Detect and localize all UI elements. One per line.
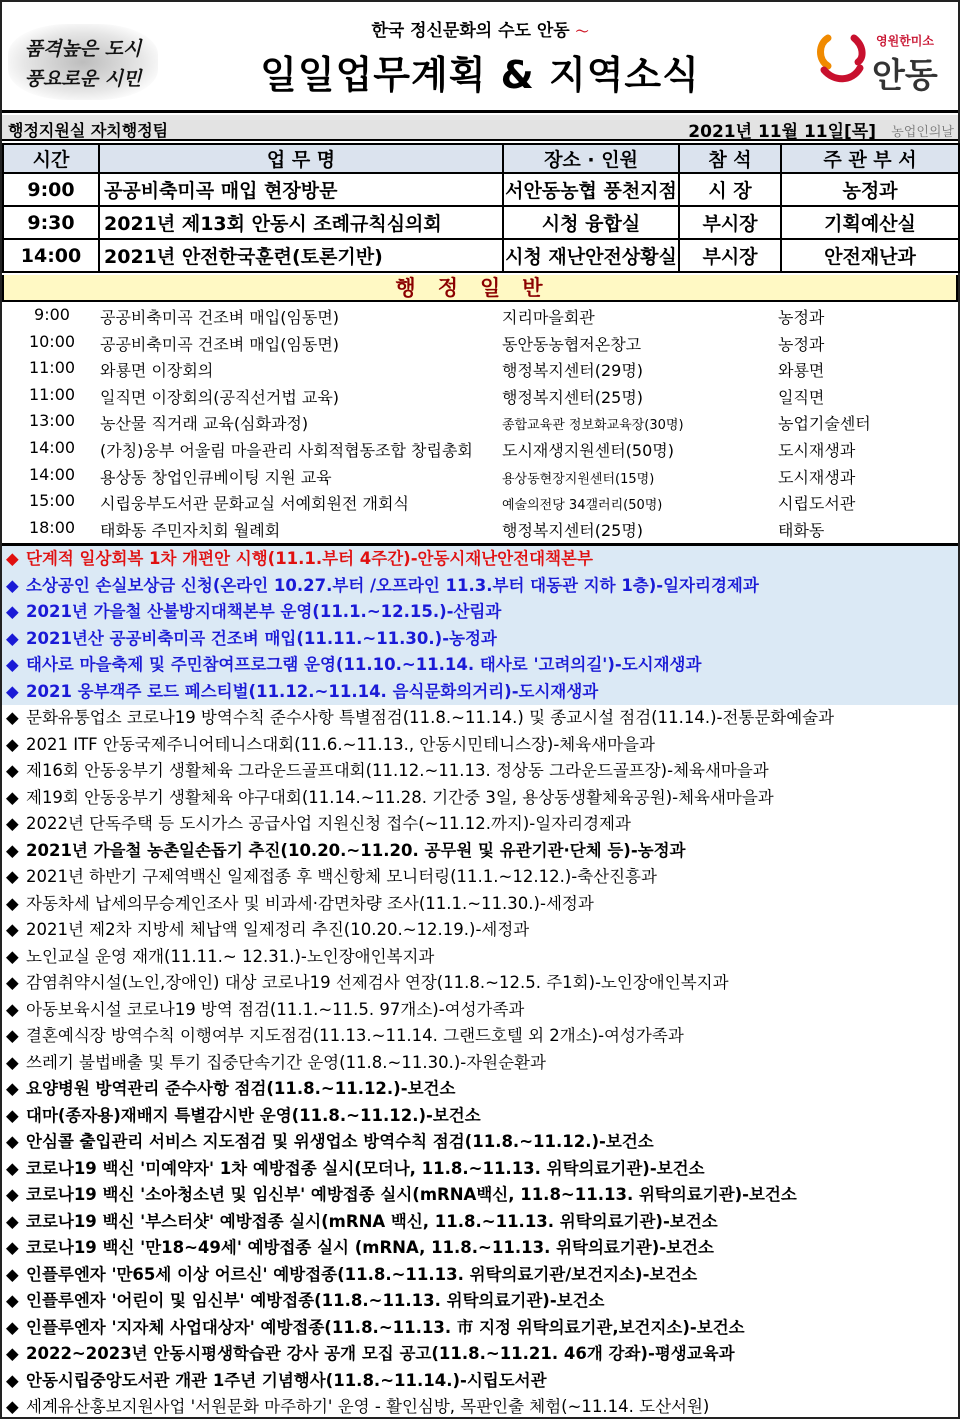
list-item — [2, 303, 958, 330]
item-name: 시립웅부도서관 문화교실 서예회원전 개회식 — [100, 494, 409, 514]
notice-item — [2, 1341, 958, 1368]
row-time: 9:30 — [3, 206, 99, 239]
item-name: 태화동 주민자치회 월례회 — [100, 520, 281, 540]
list-item — [2, 383, 958, 410]
day-name: 농업인의날 — [891, 125, 954, 140]
item-dept: 태화동 — [778, 520, 825, 540]
notice-text: 문화유통업소 코로나19 방역수칙 준수사항 특별점검(11.8.~11.14.) 및 종교시설 점검(11.14.)-전통문화예술과 — [26, 708, 835, 727]
notice-item — [2, 1023, 958, 1050]
row-attend: 부시장 — [679, 239, 781, 272]
table-row — [3, 173, 959, 206]
admin-list — [2, 303, 958, 542]
item-time: 14:00 — [28, 437, 76, 457]
admin-section-title: 행정일반 — [2, 275, 958, 302]
notice-text: 제16회 안동웅부기 생활체육 그라운드골프대회(11.12.~11.13. 정상동 그라운드골프장)-체육새마을과 — [26, 761, 769, 780]
page-title: 일일업무계획 & 지역소식 — [260, 53, 700, 97]
header-time: 시간 — [3, 144, 99, 173]
subtitle-text: 한국 정신문화의 수도 안동 — [371, 21, 570, 41]
diamond-bullet-icon: ◆ — [6, 840, 19, 860]
sub-header — [2, 115, 958, 141]
notice-item — [2, 997, 958, 1024]
list-item — [2, 436, 958, 463]
notice-item — [2, 758, 958, 785]
diamond-bullet-icon: ◆ — [6, 1185, 19, 1204]
notice-text: 2022년 단독주택 등 도시가스 공급사업 지원신청 접수(~11.12.까지)-일자리경제과 — [26, 814, 631, 833]
item-place: 행정복지센터(29명) — [502, 361, 644, 381]
item-dept: 도시재생과 — [778, 467, 856, 487]
item-dept: 일직면 — [778, 387, 825, 407]
row-dept: 기획예산실 — [781, 206, 959, 239]
diamond-bullet-icon: ◆ — [6, 867, 19, 886]
item-dept: 농정과 — [778, 308, 825, 327]
notice-text: 코로나19 백신 '미예약자' 1차 예방접종 실시(모더나, 11.8.~11.13. 위탁의료기관)-보건소 — [26, 1158, 705, 1178]
diamond-bullet-icon: ◆ — [6, 549, 19, 568]
list-item — [2, 489, 958, 516]
notice-text: 인플루엔자 '지자체 사업대상자' 예방접종(11.8.~11.13. 市 지정 위탁의료기관,보건지소)-보건소 — [26, 1317, 745, 1337]
schedule-header-row — [3, 144, 959, 173]
notice-text: 자동차세 납세의무승계인조사 및 비과세·감면차량 조사(11.1.~11.30.)-세정과 — [26, 893, 594, 913]
header-divider — [2, 110, 958, 113]
city-name: 안동 — [872, 56, 938, 96]
row-attend: 시 장 — [679, 173, 781, 206]
notice-text: 안동시립중앙도서관 개관 1주년 기념행사(11.8.~11.14.)-시립도서관 — [26, 1370, 547, 1390]
row-dept: 안전재난과 — [781, 239, 959, 272]
item-dept: 도시재생과 — [778, 440, 856, 460]
notice-item — [2, 864, 958, 891]
item-dept: 농업기술센터 — [778, 414, 871, 434]
notice-text: 2021년 하반기 구제역백신 일제접종 후 백신항체 모니터링(11.1.~12.12.)-축산진흥과 — [26, 867, 657, 886]
notice-item — [2, 1050, 958, 1077]
diamond-bullet-icon: ◆ — [6, 681, 19, 701]
notice-item — [2, 546, 958, 573]
item-time: 18:00 — [28, 517, 76, 537]
notice-item — [2, 838, 958, 865]
diamond-bullet-icon: ◆ — [6, 1211, 19, 1231]
notice-text: 안심콜 출입관리 서비스 지도점검 및 위생업소 방역수칙 점검(11.8.~11.12.)-보건소 — [26, 1132, 654, 1151]
diamond-bullet-icon: ◆ — [6, 1132, 19, 1151]
notice-text: 세계유산홍보지원사업 '서원문화 마주하기' 운영 - 활인심방, 목판인출 체험(~11.14. 도산서원) — [26, 1397, 710, 1416]
diamond-bullet-icon: ◆ — [6, 708, 19, 727]
notice-text: 2021년 가을철 산불방지대책본부 운영(11.1.~12.15.)-산림과 — [26, 602, 502, 621]
diamond-bullet-icon: ◆ — [6, 787, 19, 807]
diamond-bullet-icon: ◆ — [6, 1105, 19, 1125]
item-name: 일직면 이장회의(공직선거법 교육) — [100, 387, 340, 407]
row-dept: 농정과 — [781, 173, 959, 206]
diamond-bullet-icon: ◆ — [6, 920, 19, 939]
notice-item — [2, 1394, 958, 1419]
slogan-line-2: 풍요로운 시민 — [24, 68, 142, 90]
notice-item — [2, 1288, 958, 1315]
item-time: 10:00 — [28, 331, 76, 351]
notice-text: 코로나19 백신 '소아청소년 및 임신부' 예방접종 실시(mRNA백신, 11.8~11.13. 위탁의료기관)-보건소 — [26, 1185, 797, 1204]
notice-item — [2, 705, 958, 732]
header-dept: 주 관 부 서 — [781, 144, 959, 173]
notice-item — [2, 1076, 958, 1103]
row-place: 시청 재난안전상황실 — [503, 239, 679, 272]
row-attend: 부시장 — [679, 206, 781, 239]
notice-list — [2, 546, 958, 1419]
item-place: 종합교육관 정보화교육장(30명) — [502, 418, 684, 434]
diamond-bullet-icon: ◆ — [6, 893, 19, 913]
row-task: 공공비축미곡 매입 현장방문 — [99, 173, 503, 206]
item-place: 예술의전당 34갤러리(50명) — [502, 498, 663, 514]
diamond-bullet-icon: ◆ — [6, 1158, 19, 1178]
notice-item — [2, 1209, 958, 1236]
item-name: (가칭)웅부 어울림 마을관리 사회적협동조합 창립총회 — [100, 440, 473, 460]
notice-item — [2, 679, 958, 706]
header-task: 업 무 명 — [99, 144, 503, 173]
item-place: 동안동농협저온창고 — [502, 334, 642, 354]
list-item — [2, 330, 958, 357]
notice-text: 코로나19 백신 '만18~49세' 예방접종 실시 (mRNA, 11.8.~11.13. 위탁의료기관)-보건소 — [26, 1238, 714, 1257]
diamond-bullet-icon: ◆ — [6, 1291, 19, 1310]
diamond-bullet-icon: ◆ — [6, 1397, 19, 1416]
notice-item — [2, 917, 958, 944]
row-task: 2021년 제13회 안동시 조례규칙심의회 — [99, 206, 503, 239]
andong-smile-icon — [814, 30, 870, 86]
notice-item — [2, 1156, 958, 1183]
city-slogan: 영원한미소 — [876, 34, 934, 48]
diamond-bullet-icon: ◆ — [6, 1370, 19, 1390]
diamond-bullet-icon: ◆ — [6, 655, 19, 674]
list-item — [2, 516, 958, 543]
swirl-icon: 〜 — [575, 25, 589, 40]
notice-item — [2, 1235, 958, 1262]
row-place: 서안동농협 풍천지점 — [503, 173, 679, 206]
item-time: 15:00 — [28, 491, 76, 511]
notice-item — [2, 891, 958, 918]
notice-text: 노인교실 운영 재개(11.11.~ 12.31.)-노인장애인복지과 — [26, 946, 435, 966]
item-time: 9:00 — [34, 305, 70, 324]
item-name: 공공비축미곡 건조벼 매입(임동면) — [100, 308, 340, 327]
row-time: 14:00 — [3, 239, 99, 272]
notice-text: 태사로 마을축제 및 주민참여프로그램 운영(11.10.~11.14. 태사로 '고려의길')-도시재생과 — [26, 655, 702, 674]
item-name: 공공비축미곡 건조벼 매입(임동면) — [100, 334, 340, 354]
diamond-bullet-icon: ◆ — [6, 999, 19, 1019]
table-row — [3, 206, 959, 239]
diamond-bullet-icon: ◆ — [6, 1317, 19, 1337]
notice-text: 아동보육시설 코로나19 방역 점검(11.1.~11.5. 97개소)-여성가족과 — [26, 999, 525, 1019]
notice-item — [2, 1103, 958, 1130]
header-attend: 참 석 — [679, 144, 781, 173]
notice-item — [2, 944, 958, 971]
list-item — [2, 409, 958, 436]
diamond-bullet-icon: ◆ — [6, 1026, 19, 1045]
row-place: 시청 융합실 — [503, 206, 679, 239]
notice-item — [2, 811, 958, 838]
item-place: 행정복지센터(25명) — [502, 520, 644, 540]
diamond-bullet-icon: ◆ — [6, 1264, 19, 1284]
item-name: 농산물 직거래 교육(심화과정) — [100, 414, 309, 434]
diamond-bullet-icon: ◆ — [6, 1052, 19, 1072]
team-name: 행정지원실 자치행정팀 — [8, 121, 169, 140]
item-dept: 농정과 — [778, 334, 825, 354]
notice-text: 대마(종자용)재배지 특별감시반 운영(11.8.~11.12.)-보건소 — [26, 1105, 481, 1125]
notice-text: 감염취약시설(노인,장애인) 대상 코로나19 선제검사 연장(11.8.~12.5. 주1회)-노인장애인복지과 — [26, 973, 729, 992]
slogan-line-1: 품격높은 도시 — [24, 38, 142, 60]
notice-text: 소상공인 손실보상금 신청(온라인 10.27.부터 /오프라인 11.3.부터 대동관 지하 1층)-일자리경제과 — [26, 575, 759, 595]
notice-text: 인플루엔자 '어린이 및 임신부' 예방접종(11.8.~11.13. 위탁의료기관)-보건소 — [26, 1291, 605, 1310]
diamond-bullet-icon: ◆ — [6, 1344, 19, 1363]
notice-item — [2, 1262, 958, 1289]
notice-item — [2, 652, 958, 679]
notice-text: 인플루엔자 '만65세 이상 어르신' 예방접종(11.8.~11.13. 위탁의료기관/보건지소)-보건소 — [26, 1264, 698, 1284]
item-time: 13:00 — [28, 411, 76, 431]
notice-item — [2, 626, 958, 653]
diamond-bullet-icon: ◆ — [6, 575, 19, 595]
notice-item — [2, 1368, 958, 1395]
notice-text: 쓰레기 불법배출 및 투기 집중단속기간 운영(11.8.~11.30.)-자원순환과 — [26, 1052, 546, 1072]
diamond-bullet-icon: ◆ — [6, 814, 19, 833]
item-dept: 와룡면 — [778, 361, 825, 381]
item-place: 지리마을회관 — [502, 308, 595, 327]
notice-item — [2, 1315, 958, 1342]
diamond-bullet-icon: ◆ — [6, 946, 19, 966]
report-date: 2021년 11월 11일[목] — [688, 122, 876, 142]
table-row — [3, 239, 959, 272]
item-place: 행정복지센터(25명) — [502, 387, 644, 407]
header-place: 장소 · 인원 — [503, 144, 679, 173]
notice-item — [2, 599, 958, 626]
list-item — [2, 356, 958, 383]
notice-text: 2021 웅부객주 로드 페스티벌(11.12.~11.14. 음식문화의거리)-도시재생과 — [26, 681, 599, 701]
notice-text: 2022~2023년 안동시평생학습관 강사 공개 모집 공고(11.8.~11.21. 46개 강좌)-평생교육과 — [26, 1344, 735, 1363]
diamond-bullet-icon: ◆ — [6, 628, 19, 648]
item-name: 와룡면 이장회의 — [100, 361, 214, 381]
item-name: 용상동 창업인큐베이팅 지원 교육 — [100, 467, 332, 487]
notice-text: 제19회 안동웅부기 생활체육 야구대회(11.14.~11.28. 기간중 3일, 용상동생활체육공원)-체육새마을과 — [26, 787, 774, 807]
diamond-bullet-icon: ◆ — [6, 973, 19, 992]
item-time: 11:00 — [28, 384, 76, 404]
notice-text: 단계적 일상회복 1차 개편안 시행(11.1.부터 4주간)-안동시재난안전대책본부 — [26, 549, 593, 568]
notice-item — [2, 1182, 958, 1209]
diamond-bullet-icon: ◆ — [6, 1079, 19, 1098]
notice-item — [2, 1129, 958, 1156]
row-time: 9:00 — [3, 173, 99, 206]
notice-item — [2, 970, 958, 997]
notice-text: 요양병원 방역관리 준수사항 점검(11.8.~11.12.)-보건소 — [26, 1079, 456, 1098]
diamond-bullet-icon: ◆ — [6, 734, 19, 754]
notice-text: 2021년 가을철 농촌일손돕기 추진(10.20.~11.20. 공무원 및 유관기관·단체 등)-농정과 — [26, 840, 686, 860]
andong-logo — [810, 24, 950, 94]
notice-text: 2021년 제2차 지방세 체납액 일제정리 추진(10.20.~12.19.)-세정과 — [26, 920, 530, 939]
item-place: 용상동현장지원센터(15명) — [502, 471, 655, 487]
notice-item — [2, 732, 958, 759]
row-task: 2021년 안전한국훈련(토론기반) — [99, 239, 503, 272]
notice-item — [2, 785, 958, 812]
notice-text: 코로나19 백신 '부스터샷' 예방접종 실시(mRNA 백신, 11.8.~11.13. 위탁의료기관)-보건소 — [26, 1211, 718, 1231]
notice-item — [2, 573, 958, 600]
diamond-bullet-icon: ◆ — [6, 602, 19, 621]
diamond-bullet-icon: ◆ — [6, 1238, 19, 1257]
item-dept: 시립도서관 — [778, 494, 856, 514]
schedule-table — [2, 143, 960, 273]
item-time: 14:00 — [28, 464, 76, 484]
item-time: 11:00 — [28, 358, 76, 378]
notice-text: 결혼예식장 방역수칙 이행여부 지도점검(11.13.~11.14. 그랜드호텔 외 2개소)-여성가족과 — [26, 1026, 684, 1045]
list-item — [2, 463, 958, 490]
header — [2, 2, 958, 112]
diamond-bullet-icon: ◆ — [6, 761, 19, 780]
notice-text: 2021년산 공공비축미곡 건조벼 매입(11.11.~11.30.)-농정과 — [26, 628, 497, 648]
item-place: 도시재생지원센터(50명) — [502, 440, 674, 460]
notice-text: 2021 ITF 안동국제주니어테니스대회(11.6.~11.13., 안동시민테니스장)-체육새마을과 — [26, 734, 655, 754]
